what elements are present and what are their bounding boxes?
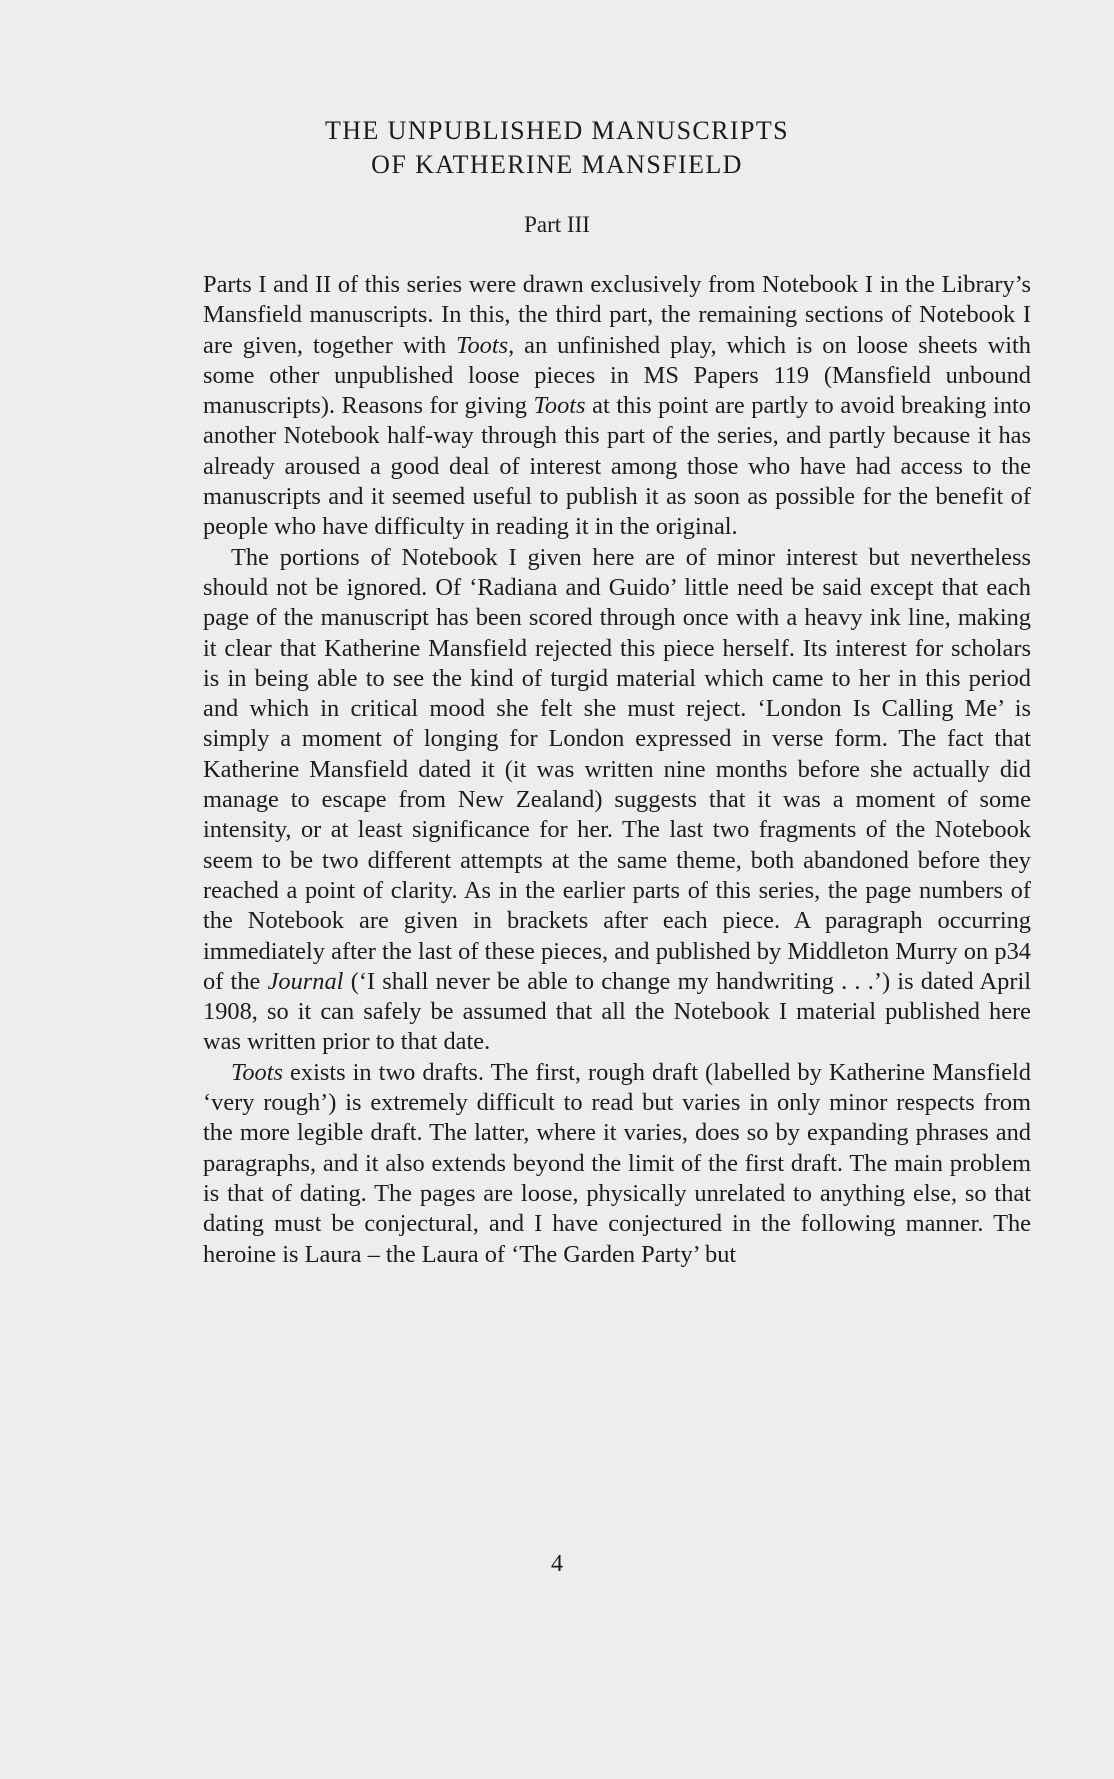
- italic-title-toots: Toots: [231, 1058, 283, 1086]
- text-segment: (‘I shall never be able to change my handwriting . . .’) is dated April 1908, so it can safely be assumed that all the Notebook I material published here was written prior to that date.: [203, 967, 1031, 1056]
- text-segment: at this point are partly to avoid breaking into another Notebook half-way through this part of the series, and partly because it has already aroused a good deal of interest among those who have had access to the manuscripts and it seemed useful to publish it as soon as possible for the benefit of people who have difficulty in reading it in the original.: [203, 392, 1031, 541]
- paragraph-3: [203, 1058, 1031, 1270]
- italic-title-toots: Toots,: [456, 331, 515, 359]
- text-segment: an unfinished play, which is on loose sheets with some other unpublished loose pieces in MS Papers 119 (Mansfield unbound manuscripts). Reasons for giving: [203, 331, 1031, 420]
- paragraph-2: [203, 543, 1031, 1058]
- page-number: 4: [551, 1551, 563, 1577]
- title-line-1: THE UNPUBLISHED MANUSCRIPTS: [325, 116, 789, 145]
- paragraph-1: [203, 270, 1031, 543]
- part-heading: Part III: [524, 212, 590, 237]
- title-line-2: OF KATHERINE MANSFIELD: [371, 150, 743, 179]
- article-body: [203, 270, 1031, 1270]
- text-segment: exists in two drafts. The first, rough draft (labelled by Katherine Mansfield ‘very rough’) is extremely difficult to read but varies in only minor respects from the more legible draft. The latter, where it varies, does so by expanding phrases and paragraphs, and it also extends beyond the limit of the first draft. The main problem is that of dating. The pages are loose, physically unrelated to anything else, so that dating must be conjectural, and I have conjectured in the following manner. The heroine is Laura – the Laura of ‘The Garden Party’ but: [203, 1058, 1031, 1268]
- text-segment: The portions of Notebook I given here are of minor interest but nevertheless should not be ignored. Of ‘Radiana and Guido’ little need be said except that each page of the manuscript has been scored through once with a heavy ink line, making it clear that Katherine Mansfield rejected this piece herself. Its interest for scholars is in being able to see the kind of turgid material which came to her in this period and which in critical mood she felt she must reject. ‘London Is Calling Me’ is simply a moment of longing for London expressed in verse form. The fact that Katherine Mansfield dated it (it was written nine months before she actually did manage to escape from New Zealand) suggests that it was a moment of some intensity, or at least significance for her. The last two fragments of the Notebook seem to be two different attempts at the same theme, both abandoned before they reached a point of clarity. As in the earlier parts of this series, the page numbers of the Notebook are given in brackets after each piece. A paragraph occurring immediately after the last of these pieces, and published by Middleton Murry on p34 of the: [203, 543, 1031, 995]
- italic-title-toots: Toots: [533, 392, 586, 420]
- italic-title-journal: Journal: [267, 967, 344, 995]
- text-segment: Parts I and II of this series were drawn exclusively from Notebook I in the Library’s Mansfield manuscripts. In this, the third part, the remaining sections of Notebook I are given, together with: [203, 271, 1031, 359]
